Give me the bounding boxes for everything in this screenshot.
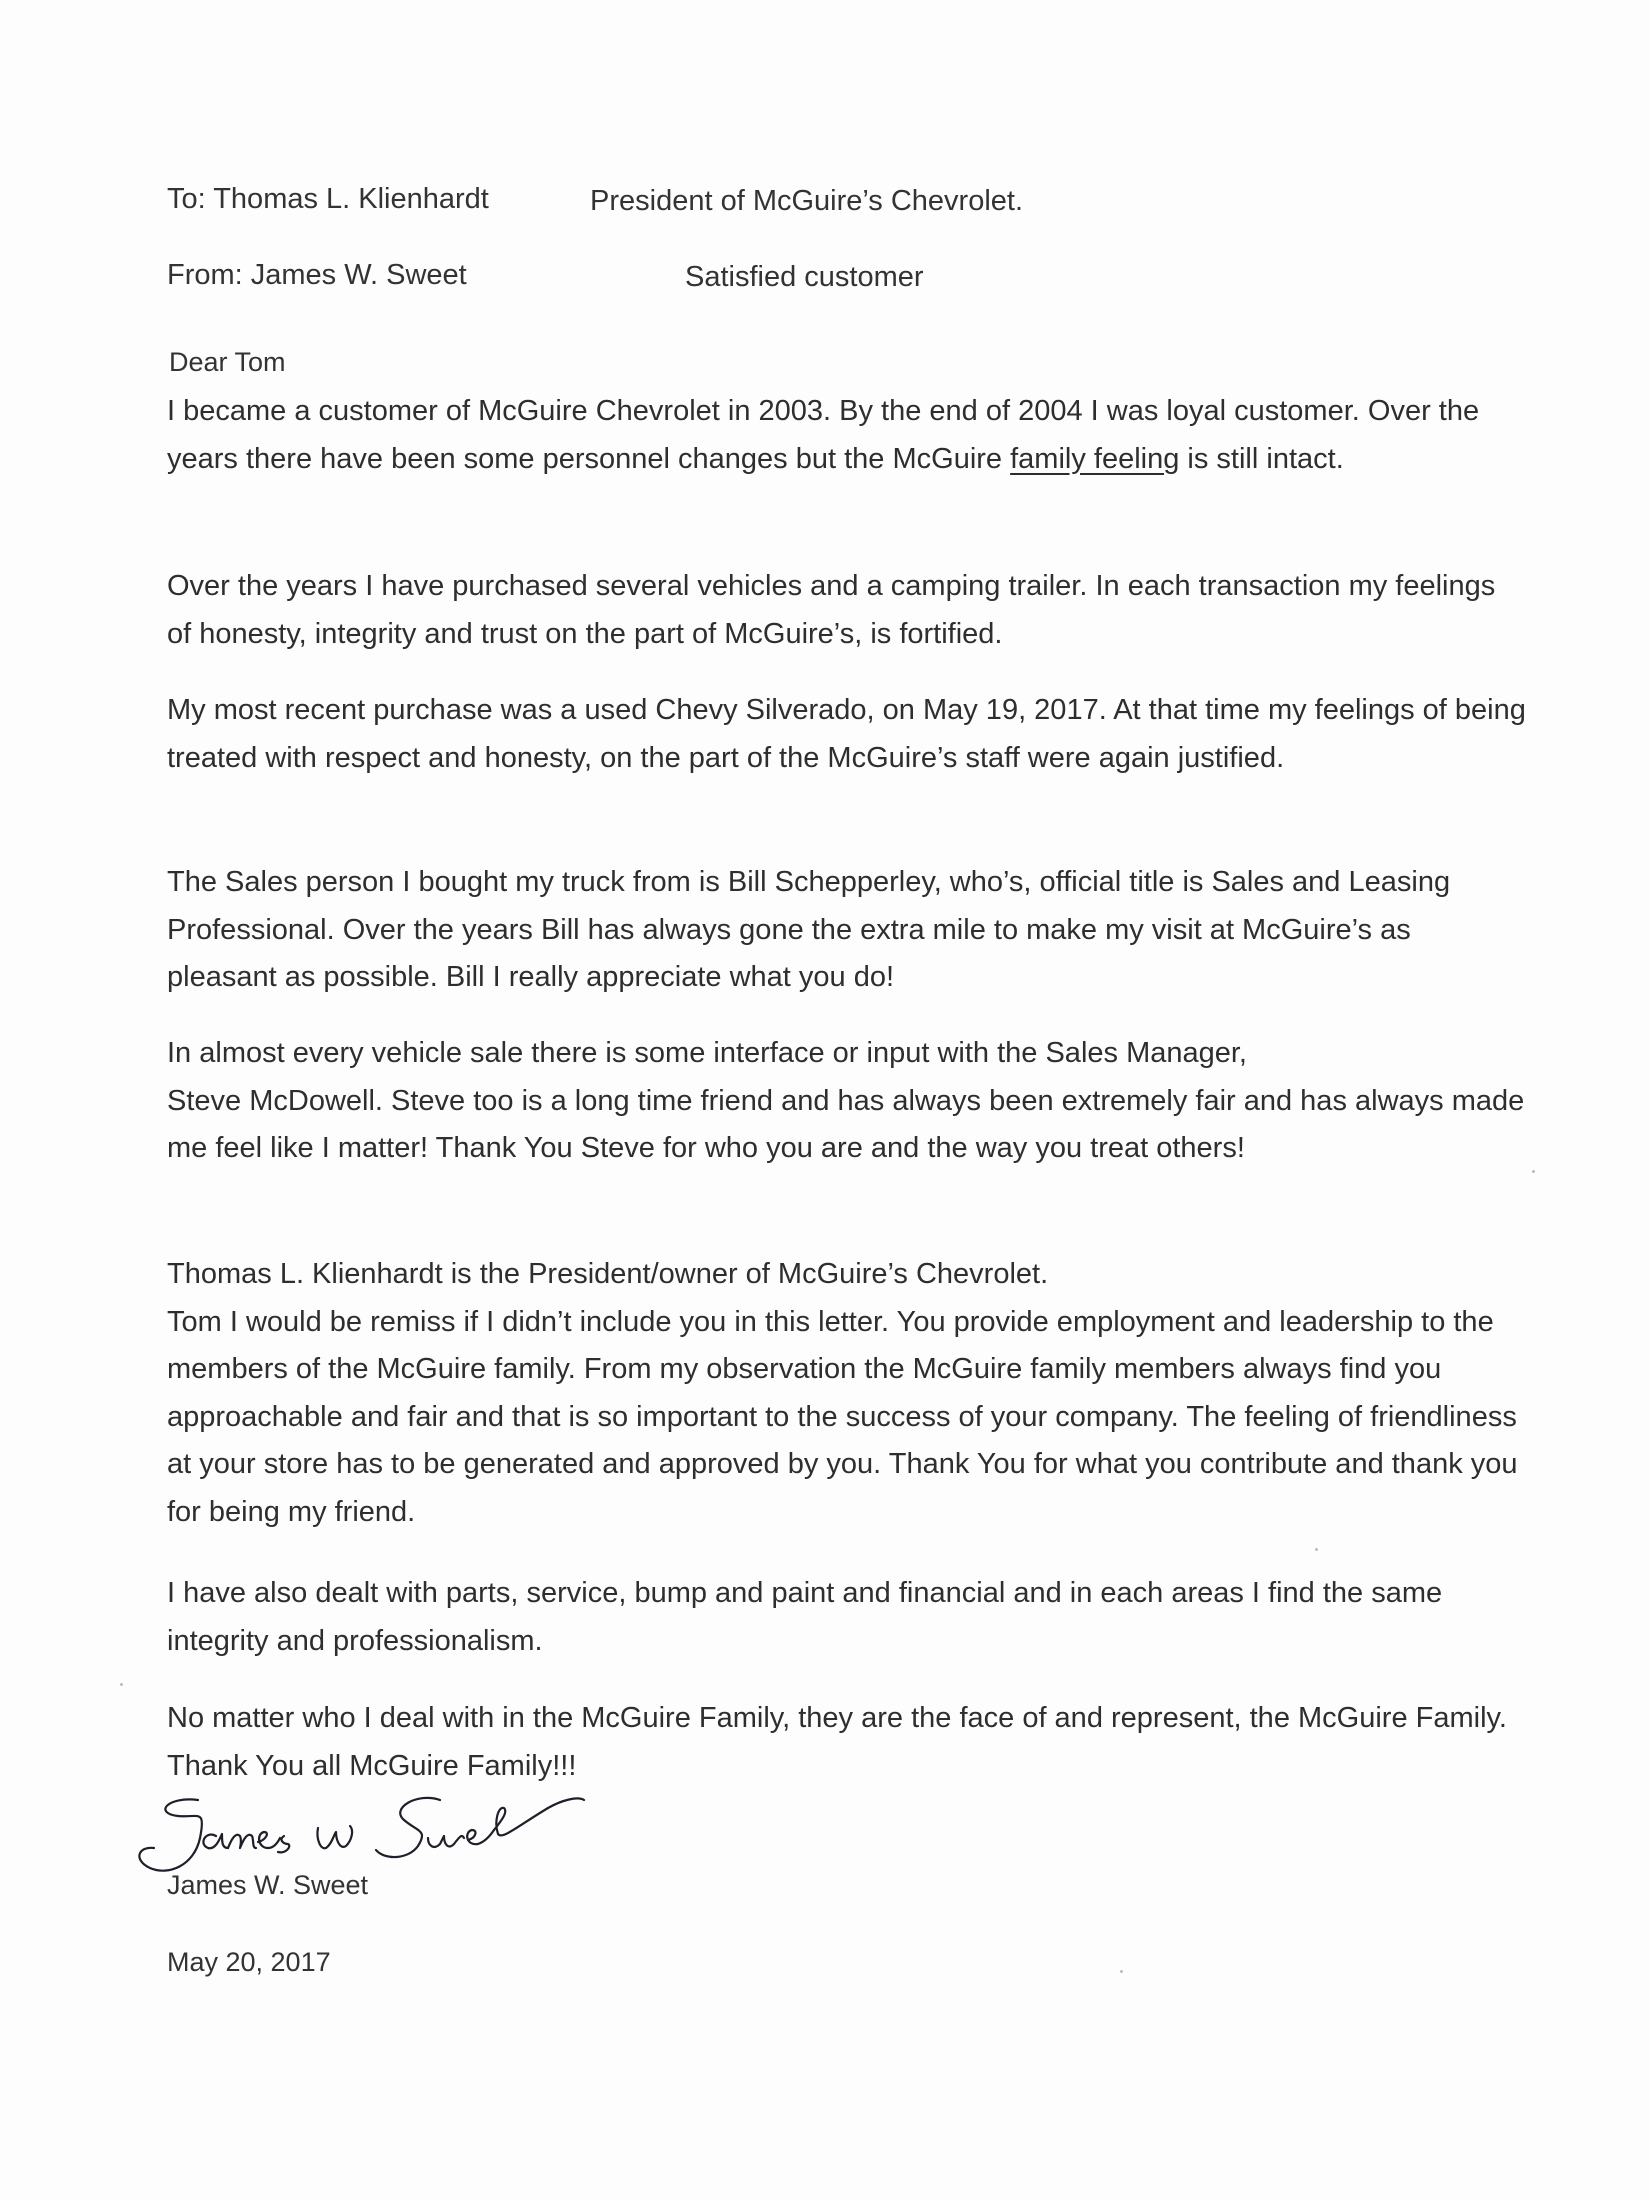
to-line: To: Thomas L. Klienhardt [167, 183, 489, 215]
paragraph-2-text: Over the years I have purchased several vehicles and a camping trailer. In each transaction my feelings of honesty, integrity and trust on the part of McGuire’s, is fortified. [167, 570, 1496, 650]
underlined-phrase: family feeling [1010, 442, 1180, 475]
paragraph-7 [167, 1570, 1527, 1665]
scan-speck [1532, 1170, 1535, 1173]
paragraph-5-line-1: In almost every vehicle sale there is some interface or input with the Sales Manager, [167, 1037, 1247, 1069]
paragraph-3-text: My most recent purchase was a used Chevy Silverado, on May 19, 2017. At that time my feelings of being treated with respect and honesty, on the part of the McGuire’s staff were again justified. [167, 694, 1526, 774]
paragraph-6 [167, 1251, 1527, 1536]
printed-name: James W. Sweet [167, 1870, 369, 1900]
paragraph-4 [167, 859, 1527, 1002]
from-line: From: James W. Sweet [167, 259, 467, 291]
scan-speck [1315, 1548, 1318, 1551]
paragraph-5 [167, 1030, 1527, 1173]
paragraph-8-text: No matter who I deal with in the McGuire Family, they are the face of and represent, the McGuire Family. Thank You all McGuire Family!!! [167, 1702, 1507, 1782]
scan-speck [120, 1683, 123, 1686]
letter-date: May 20, 2017 [167, 1947, 331, 1977]
paragraph-8 [167, 1695, 1527, 1790]
paragraph-4-text: The Sales person I bought my truck from is Bill Schepperley, who’s, official title is Sales and Leasing Professional. Over the years Bill has always gone the extra mile to make my visit at McGuire’s as pleasant as possible. Bill I really appreciate what you do! [167, 866, 1451, 993]
paragraph-5-text: Steve McDowell. Steve too is a long time friend and has always been extremely fair and has always made me feel like I matter! Thank You Steve for who you are and the way you treat others! [167, 1084, 1525, 1164]
paragraph-2 [167, 563, 1527, 658]
paragraph-6-line-1: Thomas L. Klienhardt is the President/owner of McGuire’s Chevrolet. [167, 1258, 1049, 1290]
paragraph-6-text: Tom I would be remiss if I didn’t include you in this letter. You provide employment and leadership to the members of the McGuire family. From my observation the McGuire family members always find you approachable and fair and that is so important to the success of your company. The feeling of friendliness at your store has to be generated and approved by you. Thank You for what you contribute and thank you for being my friend. [167, 1305, 1518, 1528]
from-title: Satisfied customer [685, 261, 924, 293]
scan-speck [1120, 1970, 1123, 1973]
paragraph-3 [167, 687, 1527, 782]
paragraph-1-text-a: I became a customer of McGuire Chevrolet in 2003. By the end of 2004 I was loyal customer. Over the years there have been some personnel changes but the McGuire [167, 395, 1480, 475]
to-title: President of McGuire’s Chevrolet. [590, 185, 1024, 217]
paragraph-1 [167, 388, 1527, 483]
paragraph-7-text: I have also dealt with parts, service, bump and paint and financial and in each areas I find the same integrity and professionalism. [167, 1577, 1443, 1657]
salutation: Dear Tom [169, 347, 286, 377]
paragraph-1-text-b: is still intact. [1179, 442, 1344, 475]
